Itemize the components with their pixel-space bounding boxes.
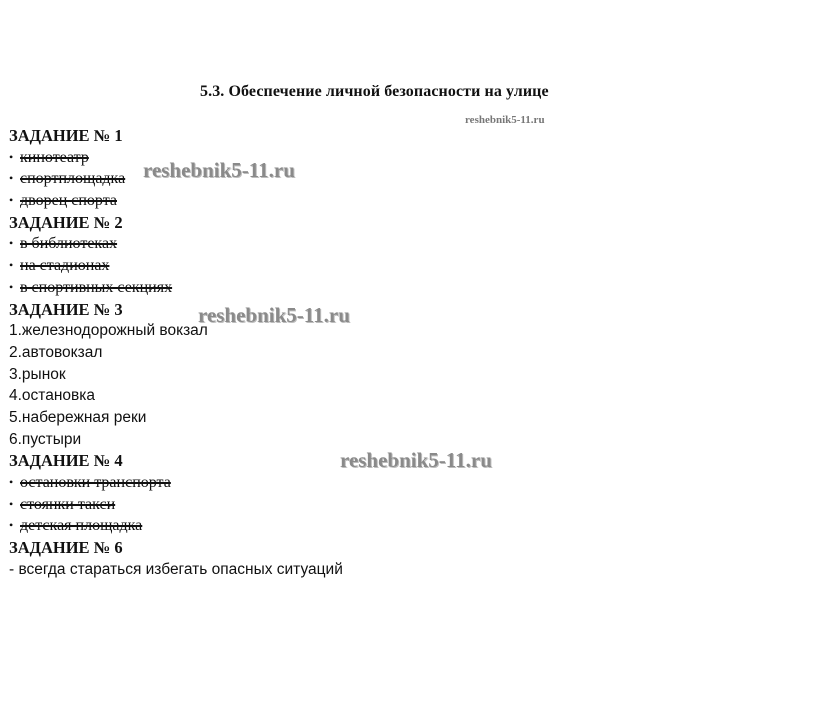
watermark-3: reshebnik5-11.ru	[340, 448, 492, 472]
bullet-icon: •	[9, 236, 14, 251]
tasks-content	[9, 125, 709, 580]
page-title: 5.3. Обеспечение личной безопасности на улице	[200, 83, 549, 100]
bullet-icon: •	[9, 193, 14, 208]
task-4-item-2	[9, 494, 709, 516]
list-item-text: в библиотеках	[20, 235, 118, 253]
list-item-text: в спортивных секциях	[20, 278, 173, 296]
task-6-heading: ЗАДАНИЕ № 6	[9, 538, 123, 558]
task-4-heading: ЗАДАНИЕ № 4	[9, 451, 123, 471]
task-4-item-1	[9, 472, 709, 494]
list-item-text: остановки транспорта	[20, 474, 171, 491]
bullet-icon: •	[9, 279, 14, 294]
task-1-item-2	[9, 168, 709, 190]
task-2-item-1	[9, 233, 709, 255]
task-3-item-2: 2.автовокзал	[9, 343, 103, 361]
task-1-item-1	[9, 147, 709, 169]
watermark-2: reshebnik5-11.ru	[198, 303, 350, 327]
list-item-text: детская площадка	[20, 517, 143, 535]
task-6-item-1: - всегда стараться избегать опасных ситуаций	[9, 560, 343, 578]
task-3-item-1: 1.железнодорожный вокзал	[9, 322, 208, 340]
list-item-text: дворец спорта	[20, 192, 117, 210]
task-3-heading: ЗАДАНИЕ № 3	[9, 299, 123, 319]
bullet-icon: •	[9, 258, 14, 273]
list-item-text: кинотеатр	[20, 148, 89, 166]
task-3-item-5: 5.набережная реки	[9, 408, 147, 426]
task-2-heading: ЗАДАНИЕ № 2	[9, 212, 123, 232]
task-1-heading: ЗАДАНИЕ № 1	[9, 126, 123, 145]
task-3-item-6: 6.пустыри	[9, 430, 82, 448]
task-3-item-3: 3.рынок	[9, 365, 66, 383]
bullet-icon: •	[9, 149, 14, 164]
watermark-small: reshebnik5-11.ru	[465, 114, 545, 126]
list-item-text: на стадионах	[20, 257, 110, 275]
list-item-text: спортплощадка	[20, 170, 126, 188]
task-2-item-3	[9, 277, 709, 299]
bullet-icon: •	[9, 475, 14, 489]
task-1-item-3	[9, 190, 709, 212]
list-item-text: стоянки такси	[20, 495, 116, 513]
bullet-icon: •	[9, 496, 14, 511]
task-4-item-3	[9, 515, 709, 537]
task-3-item-4: 4.остановка	[9, 387, 95, 405]
bullet-icon: •	[9, 171, 14, 186]
task-2-item-2	[9, 255, 709, 277]
watermark-1: reshebnik5-11.ru	[143, 158, 295, 182]
bullet-icon: •	[9, 518, 14, 533]
